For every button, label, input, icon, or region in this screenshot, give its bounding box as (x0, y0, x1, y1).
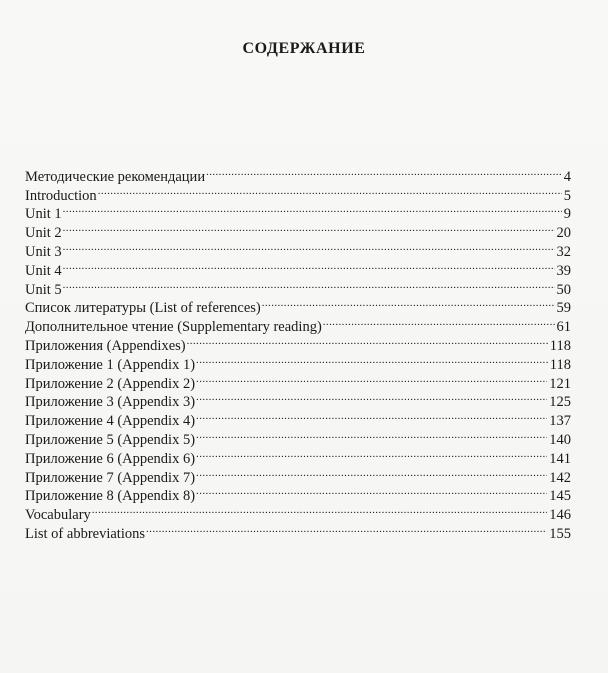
toc-entry-page: 61 (556, 319, 571, 336)
toc-entry (25, 294, 571, 317)
toc-entry-page: 137 (549, 413, 571, 430)
toc-entry-label: Приложение 7 (Appendix 7) (25, 469, 196, 486)
toc-leader-dots (63, 200, 562, 219)
toc-entry-label: Introduction (25, 187, 97, 204)
toc-entry-label: Unit 4 (25, 262, 62, 279)
toc-entry-label: Приложение 1 (Appendix 1) (25, 356, 196, 373)
toc-leader-dots (196, 444, 547, 463)
toc-leader-dots (196, 350, 548, 369)
toc-leader-dots (98, 181, 562, 200)
toc-entry-label: List of abbreviations (25, 525, 146, 542)
toc-leader-dots (196, 369, 547, 388)
toc-entry-page: 146 (549, 507, 571, 524)
toc-entry-label: Unit 5 (25, 281, 62, 298)
toc-entry (25, 519, 571, 542)
toc-entry-label: Unit 3 (25, 243, 62, 260)
toc-entry (25, 237, 571, 260)
toc-entry-label: Приложение 6 (Appendix 6) (25, 450, 196, 467)
toc-entry (25, 200, 571, 223)
toc-entry-label: Приложение 5 (Appendix 5) (25, 431, 196, 448)
toc-entry-page: 59 (556, 300, 571, 317)
toc-entry-label: Приложение 4 (Appendix 4) (25, 413, 196, 430)
toc-leader-dots (187, 331, 548, 350)
toc-leader-dots (63, 275, 555, 294)
toc-leader-dots (146, 519, 547, 538)
toc-leader-dots (196, 425, 547, 444)
toc-entry-label: Приложение 2 (Appendix 2) (25, 375, 196, 392)
table-of-contents (25, 162, 571, 542)
toc-leader-dots (92, 500, 547, 519)
toc-entry-label: Unit 1 (25, 206, 62, 223)
toc-entry-label: Методические рекомендации (25, 168, 206, 185)
toc-entry-label: Дополнительное чтение (Supplementary reading) (25, 319, 322, 336)
toc-entry-label: Приложение 8 (Appendix 8) (25, 488, 196, 505)
toc-entry-page: 5 (563, 187, 571, 204)
toc-leader-dots (323, 312, 555, 331)
toc-leader-dots (63, 237, 555, 256)
toc-entry-label: Unit 2 (25, 225, 62, 242)
toc-leader-dots (63, 256, 555, 275)
toc-entry-page: 20 (556, 225, 571, 242)
toc-entry (25, 162, 571, 185)
toc-leader-dots (63, 218, 555, 237)
toc-entry-page: 4 (563, 168, 571, 185)
toc-entry-page: 141 (549, 450, 571, 467)
toc-entry-page: 9 (563, 206, 571, 223)
toc-entry-page: 145 (549, 488, 571, 505)
toc-entry-page: 118 (549, 337, 571, 354)
toc-leader-dots (196, 406, 547, 425)
toc-entry-page: 118 (549, 356, 571, 373)
toc-entry (25, 181, 571, 204)
toc-entry-page: 50 (556, 281, 571, 298)
toc-leader-dots (262, 294, 555, 313)
toc-entry-page: 155 (549, 525, 571, 542)
toc-entry-label: Vocabulary (25, 507, 91, 524)
toc-entry-page: 142 (549, 469, 571, 486)
toc-entry (25, 256, 571, 279)
toc-leader-dots (196, 482, 547, 501)
toc-entry-label: Приложения (Appendixes) (25, 337, 186, 354)
toc-entry-page: 125 (549, 394, 571, 411)
toc-leader-dots (196, 388, 547, 407)
toc-entry (25, 218, 571, 242)
toc-entry-page: 39 (556, 262, 571, 279)
toc-leader-dots (206, 162, 562, 181)
toc-entry-label: Список литературы (List of references) (25, 300, 261, 317)
page-title: СОДЕРЖАНИЕ (242, 40, 366, 57)
toc-entry (25, 500, 571, 524)
toc-entry-label: Приложение 3 (Appendix 3) (25, 394, 196, 411)
toc-leader-dots (196, 463, 547, 482)
toc-entry-page: 32 (556, 243, 571, 260)
toc-entry (25, 275, 571, 298)
toc-entry-page: 121 (549, 375, 571, 392)
toc-entry-page: 140 (549, 431, 571, 448)
